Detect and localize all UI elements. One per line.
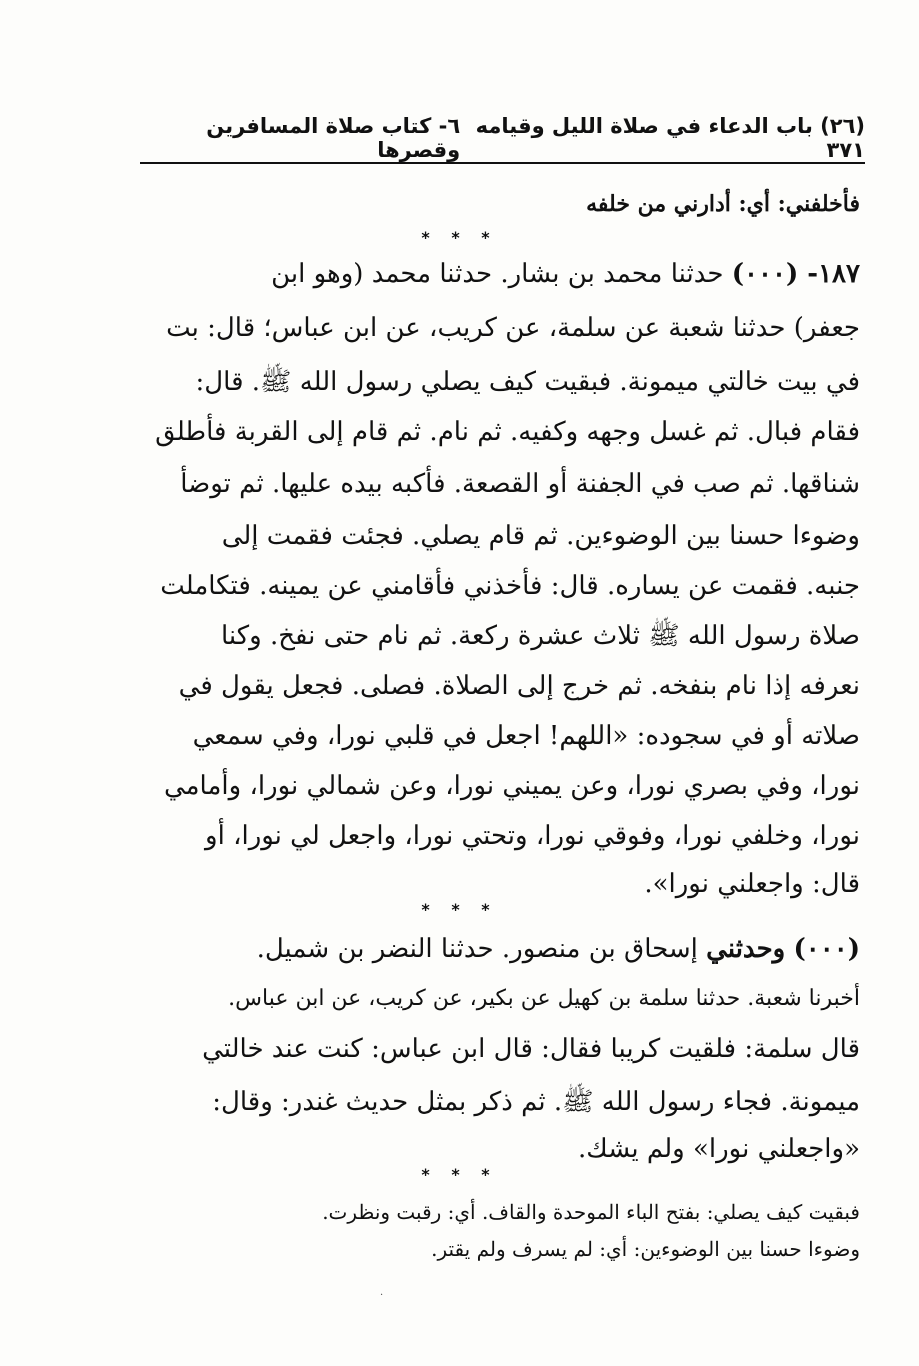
hadith-text: إسحاق بن منصور. حدثنا النضر بن شميل. (256, 934, 698, 964)
hadith-lead: وحدثني (706, 934, 786, 964)
hadith-187-line-7: جنبه. فقمت عن يساره. قال: فأخذني فأقامني عن يمينه. فتكاملت (160, 571, 860, 601)
hadith-187-line-2: جعفر) حدثنا شعبة عن سلمة، عن كريب، عن ابن عباس؛ قال: بت (166, 313, 860, 343)
hadith-187-line-11: نورا، وفي بصري نورا، وعن يميني نورا، وعن شمالي نورا، وأمامي (163, 771, 860, 801)
hadith-187-line-3: في بيت خالتي ميمونة. فبقيت كيف يصلي رسول الله ﷺ. قال: (195, 367, 860, 397)
hadith-187-line-9: نعرفه إذا نام بنفخه. ثم خرج إلى الصلاة. فصلى. فجعل يقول في (178, 671, 860, 701)
hadith-2-line-4: ميمونة. فجاء رسول الله ﷺ. ثم ذكر بمثل حديث غندر: وقال: (212, 1087, 860, 1117)
hadith-187-line-5: شناقها. ثم صب في الجفنة أو القصعة. فأكبه بيده عليها. ثم توضأ (180, 469, 860, 499)
section-separator: * * * (421, 1165, 498, 1184)
hadith-187-line-8: صلاة رسول الله ﷺ ثلاث عشرة ركعة. ثم نام حتى نفخ. وكنا (221, 621, 860, 651)
running-header (140, 114, 865, 162)
hadith-2-line-3: قال سلمة: فلقيت كريبا فقال: قال ابن عباس: كنت عند خالتي (202, 1034, 860, 1064)
hadith-187-line-10: صلاته أو في سجوده: «اللهم! اجعل في قلبي نورا، وفي سمعي (192, 721, 860, 751)
scan-speck: · (380, 1290, 384, 1301)
header-chapter-title: (٢٦) باب الدعاء في صلاة الليل وقيامه ٣٧١ (475, 114, 865, 162)
section-separator: * * * (421, 900, 498, 919)
hadith-2-line-2: أخبرنا شعبة. حدثنا سلمة بن كهيل عن بكير، عن كريب، عن ابن عباس. (228, 986, 860, 1011)
header-book-title: ٦- كتاب صلاة المسافرين وقصرها (206, 114, 461, 162)
hadith-187-line-4: فقام فبال. ثم غسل وجهه وكفيه. ثم نام. ثم قام إلى القربة فأطلق (155, 417, 860, 447)
header-divider (140, 162, 865, 164)
hadith-187-line-6: وضوءا حسنا بين الوضوءين. ثم قام يصلي. فجئت فقمت إلى (221, 521, 860, 551)
hadith-number: ١٨٧- (٠٠٠) (731, 259, 860, 289)
gloss-top: فأخلفني: أي: أدارني من خلفه (586, 191, 860, 217)
footnote-2: وضوءا حسنا بين الوضوءين: أي: لم يسرف ولم يقتر. (431, 1237, 860, 1261)
hadith-number: (٠٠٠) (793, 934, 860, 964)
section-separator: * * * (421, 228, 498, 247)
footnote-1: فبقيت كيف يصلي: بفتح الباء الموحدة والقاف. أي: رقبت ونظرت. (322, 1200, 860, 1224)
hadith-187-line-12: نورا، وخلفي نورا، وفوقي نورا، وتحتي نورا، واجعل لي نورا، أو (205, 821, 860, 851)
hadith-187-line-13: قال: واجعلني نورا». (644, 869, 860, 899)
hadith-2-line-1 (150, 925, 860, 973)
hadith-187-line-1 (150, 250, 860, 298)
hadith-2-line-5: «واجعلني نورا» ولم يشك. (578, 1134, 860, 1164)
hadith-text: حدثنا محمد بن بشار. حدثنا محمد (وهو ابن (271, 259, 724, 289)
